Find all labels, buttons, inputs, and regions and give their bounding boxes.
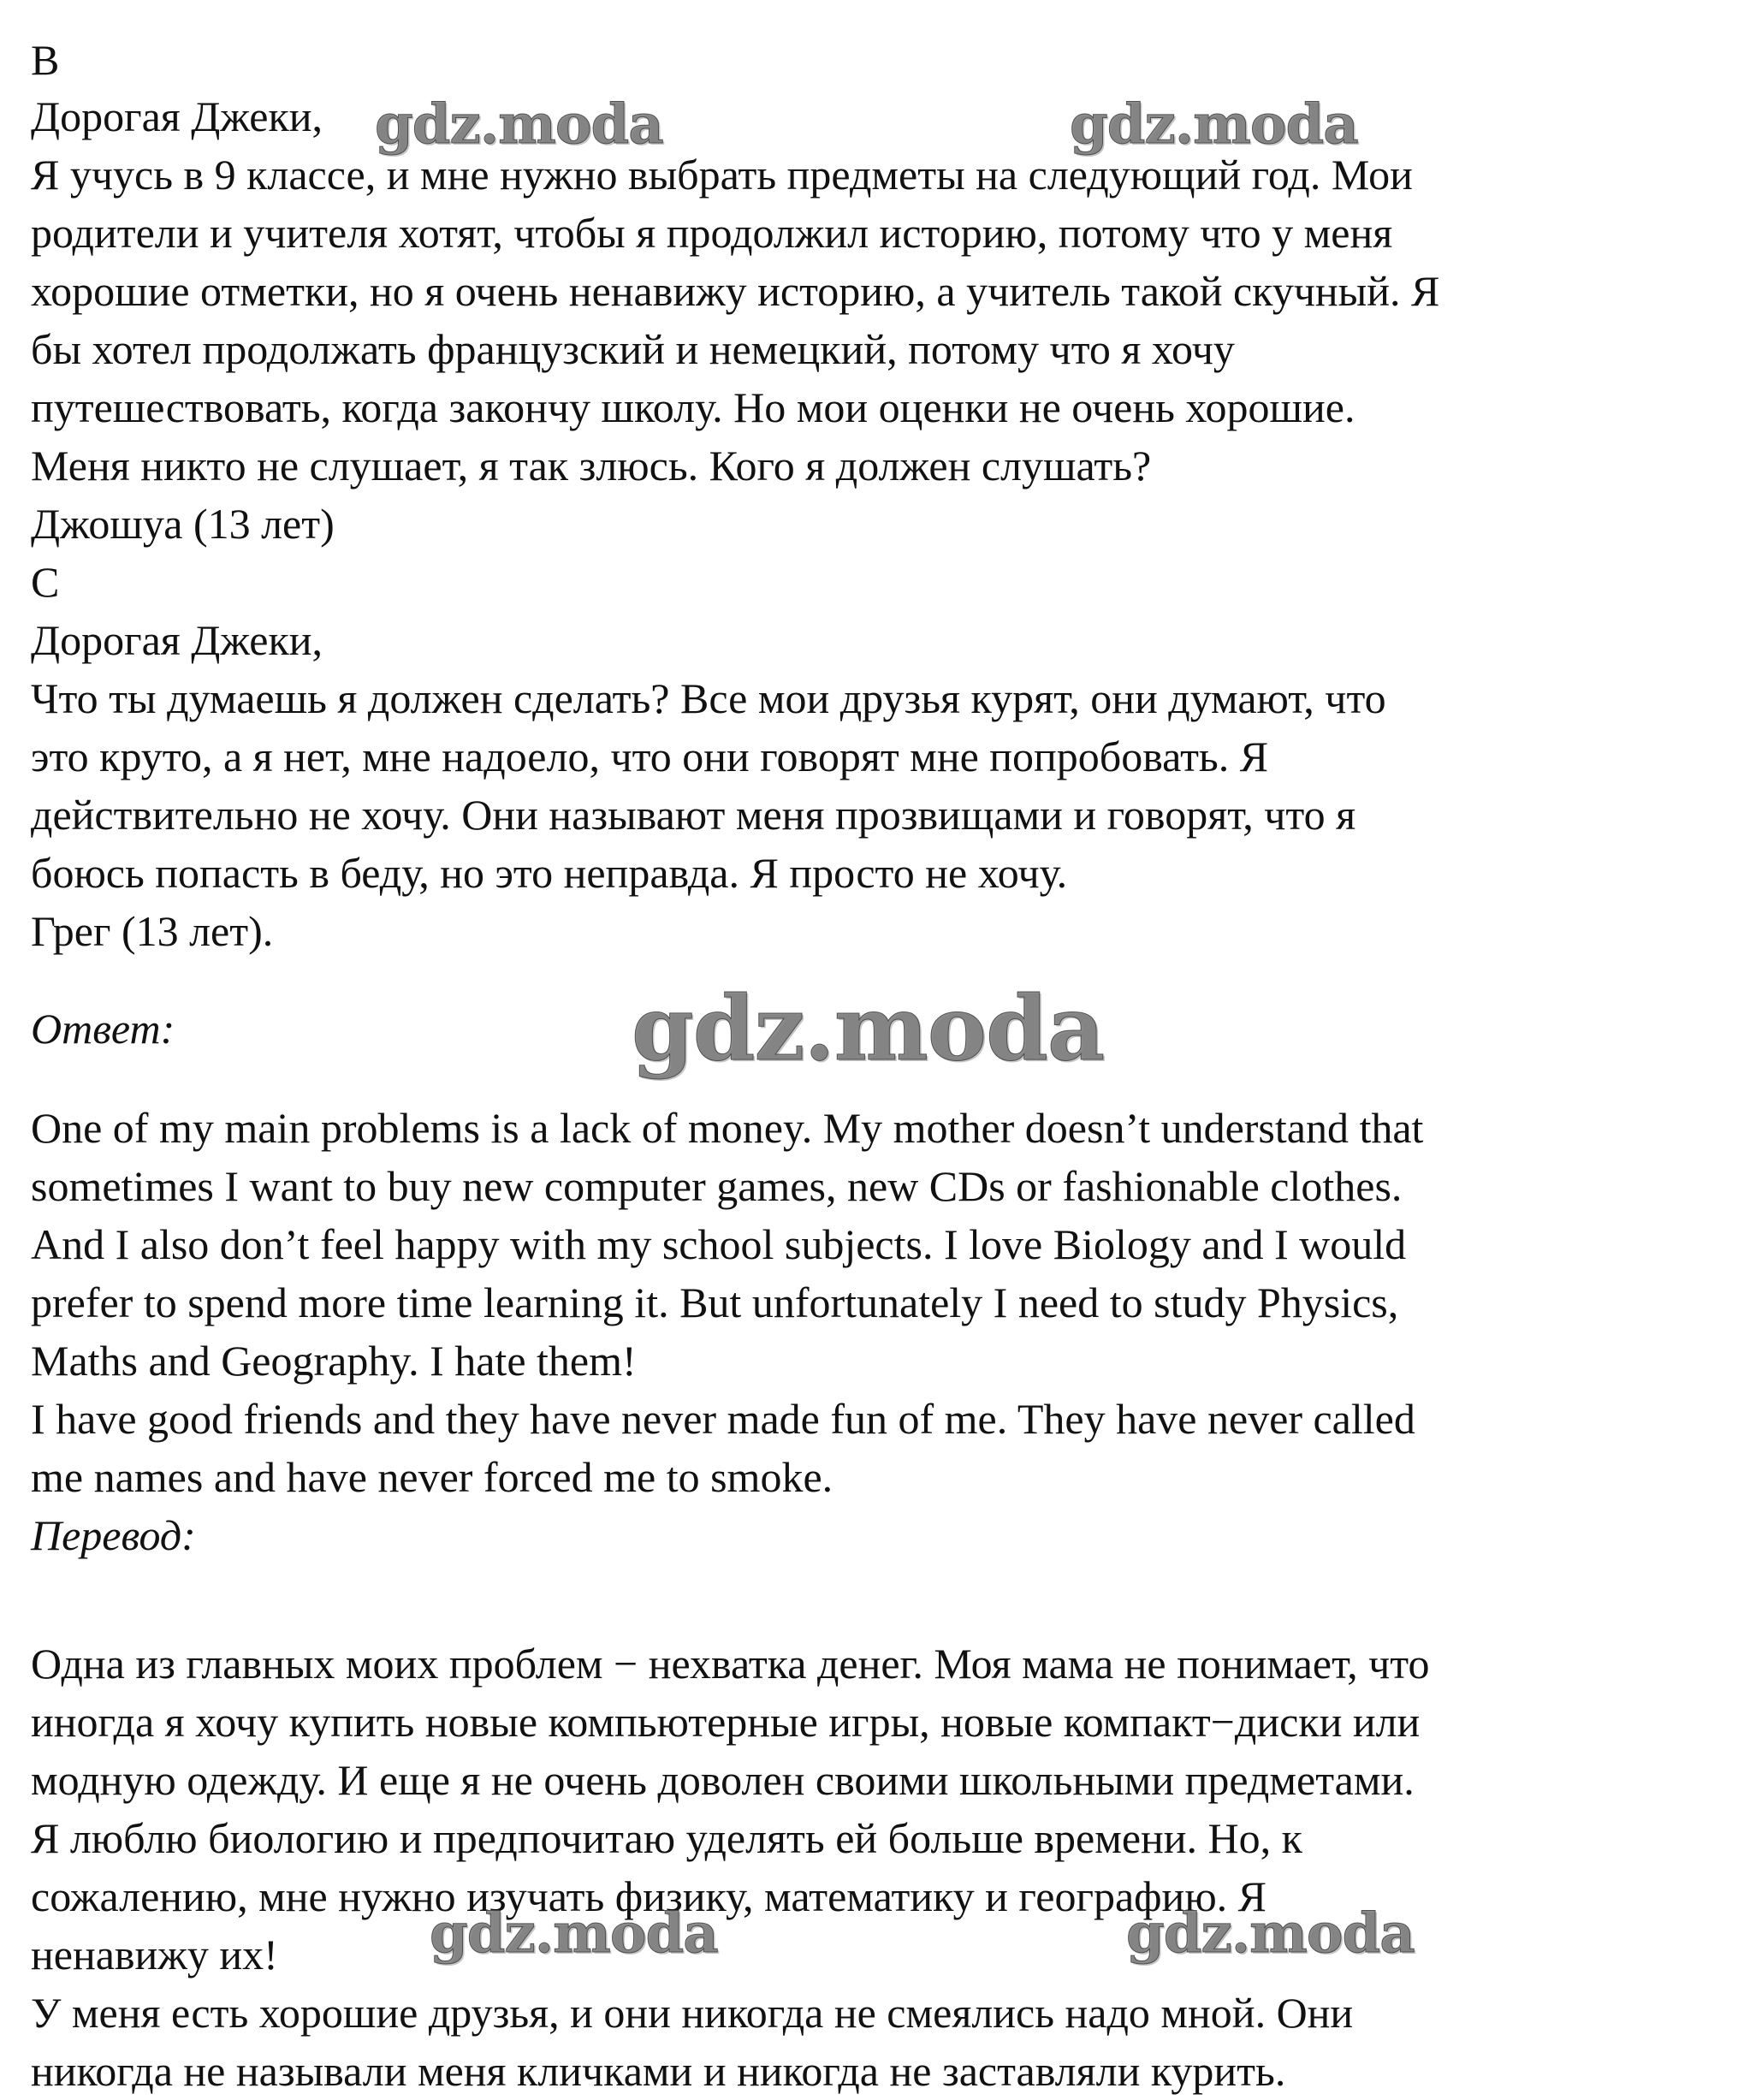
translation-line: модную одежду. И еще я не очень доволен своими школьными предметами.: [31, 1756, 1415, 1804]
watermark: gdz.moda: [375, 92, 663, 157]
letter-c-line: Что ты думаешь я должен сделать? Все мои друзья курят, они думают, что: [31, 674, 1386, 722]
letter-c-greeting: Дорогая Джеки,: [31, 616, 323, 664]
letter-b-line: хорошие отметки, но я очень ненавижу историю, а учитель такой скучный. Я: [31, 267, 1440, 315]
answer-line: And I also don’t feel happy with my school subjects. I love Biology and I would: [31, 1220, 1407, 1268]
answer-line: sometimes I want to buy new computer games, new CDs or fashionable clothes.: [31, 1162, 1403, 1210]
translation-line: Одна из главных моих проблем − нехватка денег. Моя мама не понимает, что: [31, 1640, 1430, 1688]
answer-line: me names and have never forced me to smoke.: [31, 1453, 833, 1501]
translation-line: ненавижу их!: [31, 1931, 278, 1978]
translation-line: У меня есть хорошие друзья, и они никогда не смеялись надо мной. Они: [31, 1989, 1354, 2037]
letter-c-marker: С: [31, 558, 60, 606]
letter-b-line: Меня никто не слушает, я так злюсь. Кого я должен слушать?: [31, 442, 1152, 489]
letter-c-line: действительно не хочу. Они называют меня прозвищами и говорят, что я: [31, 791, 1356, 839]
letter-b-signature: Джошуа (13 лет): [31, 500, 335, 548]
answer-line: One of my main problems is a lack of money. My mother doesn’t understand that: [31, 1104, 1424, 1152]
translation-line: Я люблю биологию и предпочитаю уделять ей больше времени. Но, к: [31, 1814, 1302, 1862]
answer-line: prefer to spend more time learning it. But unfortunately I need to study Physics,: [31, 1278, 1399, 1326]
letter-b-line: бы хотел продолжать французский и немецкий, потому что я хочу: [31, 325, 1235, 373]
letter-c-line: это круто, а я нет, мне надоело, что они говорят мне попробовать. Я: [31, 733, 1269, 780]
watermark: gdz.moda: [1070, 92, 1358, 157]
letter-b-line: путешествовать, когда закончу школу. Но мои оценки не очень хорошие.: [31, 383, 1355, 431]
letter-b-greeting: Дорогая Джеки,: [31, 92, 323, 140]
watermark: gdz.moda: [632, 976, 1105, 1081]
answer-label: Ответ:: [31, 1005, 175, 1053]
answer-line: I have good friends and they have never made fun of me. They have never called: [31, 1395, 1415, 1443]
translation-line: никогда не называли меня кличками и никогда не заставляли курить.: [31, 2047, 1286, 2095]
translation-label: Перевод:: [31, 1511, 196, 1559]
letter-c-signature: Грег (13 лет).: [31, 907, 274, 955]
answer-line: Maths and Geography. I hate them!: [31, 1337, 637, 1385]
watermark: gdz.moda: [430, 1901, 718, 1966]
letter-b-marker: B: [31, 36, 60, 84]
watermark: gdz.moda: [1126, 1901, 1415, 1966]
translation-line: иногда я хочу купить новые компьютерные игры, новые компакт−диски или: [31, 1698, 1421, 1746]
letter-b-line: родители и учителя хотят, чтобы я продолжил историю, потому что у меня: [31, 209, 1393, 257]
letter-c-line: боюсь попасть в беду, но это неправда. Я просто не хочу.: [31, 849, 1068, 897]
translation-line: сожалению, мне нужно изучать физику, математику и географию. Я: [31, 1872, 1267, 1920]
letter-b-line: Я учусь в 9 классе, и мне нужно выбрать предметы на следующий год. Мои: [31, 151, 1413, 199]
